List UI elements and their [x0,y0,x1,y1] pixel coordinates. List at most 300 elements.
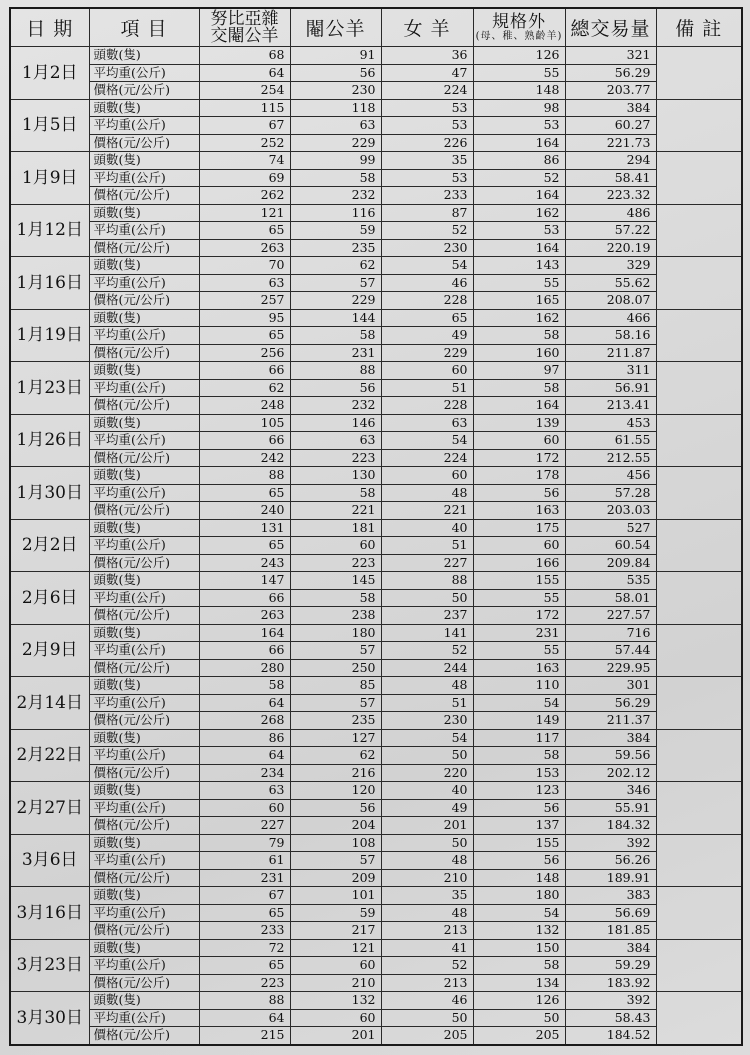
cell-female: 237 [381,607,473,625]
header-nubian-line2: 交閹公羊 [210,25,279,46]
row-label-avg-weight: 平均重(公斤) [89,852,199,870]
cell-total: 211.37 [565,712,656,730]
cell-nubian-cross: 252 [199,134,290,152]
cell-castrated-ram: 57 [290,274,381,292]
remark-cell [656,782,742,835]
cell-total: 181.85 [565,922,656,940]
cell-total: 60.27 [565,117,656,135]
cell-female: 60 [381,467,473,485]
cell-castrated-ram: 63 [290,432,381,450]
cell-total: 56.69 [565,904,656,922]
cell-castrated-ram: 223 [290,449,381,467]
cell-nubian-cross: 215 [199,1027,290,1045]
cell-castrated-ram: 230 [290,82,381,100]
cell-nubian-cross: 280 [199,659,290,677]
cell-female: 221 [381,502,473,520]
row-label-head-count: 頭數(隻) [89,99,199,117]
cell-off-spec: 162 [473,309,565,327]
row-label-avg-weight: 平均重(公斤) [89,1009,199,1027]
header-item: 項 目 [89,8,199,47]
cell-nubian-cross: 263 [199,607,290,625]
row-label-avg-weight: 平均重(公斤) [89,694,199,712]
cell-off-spec: 58 [473,327,565,345]
cell-total: 56.26 [565,852,656,870]
cell-nubian-cross: 66 [199,432,290,450]
cell-off-spec: 58 [473,957,565,975]
header-off-spec-main: 規格外 [492,11,546,32]
cell-female: 63 [381,414,473,432]
row-label-price: 價格(元/公斤) [89,344,199,362]
date-cell: 2月9日 [10,624,89,677]
cell-castrated-ram: 216 [290,764,381,782]
cell-castrated-ram: 99 [290,152,381,170]
goat-auction-table [9,7,743,1046]
cell-total: 392 [565,992,656,1010]
row-label-price: 價格(元/公斤) [89,502,199,520]
table-row [10,309,742,327]
table-row [10,554,742,572]
cell-off-spec: 163 [473,659,565,677]
row-label-price: 價格(元/公斤) [89,869,199,887]
cell-total: 203.77 [565,82,656,100]
cell-castrated-ram: 181 [290,519,381,537]
cell-total: 223.32 [565,187,656,205]
cell-off-spec: 160 [473,344,565,362]
table-row [10,379,742,397]
cell-female: 53 [381,169,473,187]
date-cell: 2月6日 [10,572,89,625]
cell-off-spec: 164 [473,187,565,205]
cell-female: 230 [381,239,473,257]
cell-nubian-cross: 240 [199,502,290,520]
cell-castrated-ram: 62 [290,257,381,275]
table-row [10,904,742,922]
cell-female: 52 [381,957,473,975]
cell-total: 61.55 [565,432,656,450]
table-row [10,449,742,467]
cell-off-spec: 205 [473,1027,565,1045]
row-label-avg-weight: 平均重(公斤) [89,222,199,240]
row-label-price: 價格(元/公斤) [89,82,199,100]
cell-total: 57.28 [565,484,656,502]
table-row [10,992,742,1010]
row-label-avg-weight: 平均重(公斤) [89,484,199,502]
row-label-avg-weight: 平均重(公斤) [89,432,199,450]
cell-female: 224 [381,449,473,467]
cell-total: 211.87 [565,344,656,362]
cell-castrated-ram: 58 [290,169,381,187]
cell-female: 51 [381,379,473,397]
cell-castrated-ram: 232 [290,397,381,415]
table-row [10,519,742,537]
cell-female: 205 [381,1027,473,1045]
cell-female: 227 [381,554,473,572]
cell-total: 384 [565,729,656,747]
cell-nubian-cross: 67 [199,887,290,905]
cell-castrated-ram: 232 [290,187,381,205]
table-row [10,572,742,590]
date-cell: 3月23日 [10,939,89,992]
table-row [10,677,742,695]
cell-off-spec: 56 [473,799,565,817]
cell-off-spec: 54 [473,694,565,712]
remark-cell [656,362,742,415]
cell-nubian-cross: 65 [199,904,290,922]
row-label-head-count: 頭數(隻) [89,834,199,852]
cell-off-spec: 58 [473,747,565,765]
table-row [10,747,742,765]
table-row [10,239,742,257]
table-row [10,99,742,117]
cell-nubian-cross: 86 [199,729,290,747]
table-row [10,169,742,187]
cell-off-spec: 166 [473,554,565,572]
cell-off-spec: 53 [473,117,565,135]
cell-nubian-cross: 70 [199,257,290,275]
cell-nubian-cross: 65 [199,484,290,502]
cell-off-spec: 132 [473,922,565,940]
cell-off-spec: 153 [473,764,565,782]
remark-cell [656,677,742,730]
cell-nubian-cross: 242 [199,449,290,467]
table-row [10,869,742,887]
cell-nubian-cross: 268 [199,712,290,730]
table-row [10,257,742,275]
cell-off-spec: 149 [473,712,565,730]
cell-female: 53 [381,99,473,117]
row-label-avg-weight: 平均重(公斤) [89,169,199,187]
table-body [10,47,742,1045]
row-label-price: 價格(元/公斤) [89,1027,199,1045]
row-label-price: 價格(元/公斤) [89,607,199,625]
cell-female: 50 [381,747,473,765]
cell-total: 392 [565,834,656,852]
row-label-price: 價格(元/公斤) [89,712,199,730]
remark-cell [656,414,742,467]
remark-cell [656,624,742,677]
remark-cell [656,204,742,257]
table-row [10,589,742,607]
cell-total: 57.44 [565,642,656,660]
date-cell: 2月2日 [10,519,89,572]
cell-female: 47 [381,64,473,82]
cell-female: 54 [381,257,473,275]
cell-female: 40 [381,519,473,537]
table-row [10,922,742,940]
cell-nubian-cross: 65 [199,327,290,345]
row-label-price: 價格(元/公斤) [89,134,199,152]
cell-nubian-cross: 88 [199,467,290,485]
table-row [10,344,742,362]
cell-off-spec: 97 [473,362,565,380]
cell-nubian-cross: 60 [199,799,290,817]
cell-female: 41 [381,939,473,957]
cell-castrated-ram: 62 [290,747,381,765]
date-cell: 1月12日 [10,204,89,257]
table-row [10,1009,742,1027]
cell-nubian-cross: 64 [199,747,290,765]
row-label-avg-weight: 平均重(公斤) [89,274,199,292]
cell-female: 48 [381,852,473,870]
cell-total: 213.41 [565,397,656,415]
row-label-head-count: 頭數(隻) [89,572,199,590]
cell-castrated-ram: 145 [290,572,381,590]
cell-off-spec: 55 [473,274,565,292]
cell-total: 456 [565,467,656,485]
cell-total: 453 [565,414,656,432]
cell-castrated-ram: 209 [290,869,381,887]
cell-female: 233 [381,187,473,205]
row-label-avg-weight: 平均重(公斤) [89,379,199,397]
cell-total: 486 [565,204,656,222]
row-label-price: 價格(元/公斤) [89,449,199,467]
cell-female: 51 [381,537,473,555]
cell-female: 49 [381,799,473,817]
cell-off-spec: 55 [473,64,565,82]
cell-nubian-cross: 63 [199,274,290,292]
cell-total: 212.55 [565,449,656,467]
cell-off-spec: 126 [473,47,565,65]
cell-total: 56.29 [565,694,656,712]
table-row [10,362,742,380]
cell-castrated-ram: 201 [290,1027,381,1045]
cell-castrated-ram: 130 [290,467,381,485]
cell-female: 88 [381,572,473,590]
cell-female: 141 [381,624,473,642]
row-label-avg-weight: 平均重(公斤) [89,64,199,82]
cell-female: 224 [381,82,473,100]
cell-off-spec: 137 [473,817,565,835]
cell-castrated-ram: 60 [290,537,381,555]
cell-castrated-ram: 60 [290,957,381,975]
cell-off-spec: 86 [473,152,565,170]
row-label-price: 價格(元/公斤) [89,397,199,415]
table-row [10,782,742,800]
row-label-head-count: 頭數(隻) [89,887,199,905]
cell-total: 184.52 [565,1027,656,1045]
cell-off-spec: 164 [473,397,565,415]
cell-castrated-ram: 59 [290,222,381,240]
cell-female: 35 [381,152,473,170]
cell-female: 60 [381,362,473,380]
cell-off-spec: 164 [473,134,565,152]
cell-castrated-ram: 180 [290,624,381,642]
cell-total: 183.92 [565,974,656,992]
row-label-avg-weight: 平均重(公斤) [89,537,199,555]
cell-off-spec: 231 [473,624,565,642]
cell-total: 384 [565,939,656,957]
remark-cell [656,939,742,992]
cell-castrated-ram: 91 [290,47,381,65]
cell-off-spec: 162 [473,204,565,222]
cell-female: 50 [381,589,473,607]
header-nubian-line1: 努比亞雜 [210,8,279,29]
cell-total: 209.84 [565,554,656,572]
cell-female: 46 [381,992,473,1010]
cell-off-spec: 117 [473,729,565,747]
cell-female: 213 [381,974,473,992]
remark-cell [656,992,742,1045]
header-off-spec-sub: (母、稚、熟齡羊) [475,30,563,42]
cell-castrated-ram: 101 [290,887,381,905]
date-cell: 3月16日 [10,887,89,940]
cell-total: 184.32 [565,817,656,835]
row-label-avg-weight: 平均重(公斤) [89,589,199,607]
cell-female: 54 [381,432,473,450]
cell-total: 58.01 [565,589,656,607]
cell-nubian-cross: 63 [199,782,290,800]
table-row [10,642,742,660]
cell-total: 311 [565,362,656,380]
cell-nubian-cross: 67 [199,117,290,135]
cell-total: 535 [565,572,656,590]
cell-nubian-cross: 65 [199,957,290,975]
date-cell: 2月22日 [10,729,89,782]
cell-off-spec: 60 [473,432,565,450]
cell-castrated-ram: 63 [290,117,381,135]
table-row [10,764,742,782]
cell-off-spec: 55 [473,589,565,607]
cell-total: 329 [565,257,656,275]
row-label-price: 價格(元/公斤) [89,764,199,782]
cell-off-spec: 98 [473,99,565,117]
cell-off-spec: 53 [473,222,565,240]
table-row [10,712,742,730]
cell-off-spec: 143 [473,257,565,275]
cell-castrated-ram: 56 [290,799,381,817]
cell-nubian-cross: 74 [199,152,290,170]
date-cell: 1月23日 [10,362,89,415]
cell-female: 244 [381,659,473,677]
cell-nubian-cross: 257 [199,292,290,310]
remark-cell [656,309,742,362]
cell-female: 52 [381,222,473,240]
date-cell: 2月27日 [10,782,89,835]
remark-cell [656,47,742,100]
table-row [10,432,742,450]
row-label-price: 價格(元/公斤) [89,659,199,677]
cell-off-spec: 58 [473,379,565,397]
cell-total: 716 [565,624,656,642]
cell-nubian-cross: 147 [199,572,290,590]
cell-castrated-ram: 56 [290,64,381,82]
table-row [10,817,742,835]
cell-nubian-cross: 95 [199,309,290,327]
cell-total: 56.91 [565,379,656,397]
row-label-avg-weight: 平均重(公斤) [89,957,199,975]
cell-castrated-ram: 238 [290,607,381,625]
table-row [10,729,742,747]
table-row [10,974,742,992]
cell-nubian-cross: 65 [199,537,290,555]
cell-total: 56.29 [565,64,656,82]
row-label-avg-weight: 平均重(公斤) [89,747,199,765]
cell-female: 52 [381,642,473,660]
cell-nubian-cross: 88 [199,992,290,1010]
cell-castrated-ram: 231 [290,344,381,362]
cell-female: 35 [381,887,473,905]
cell-female: 220 [381,764,473,782]
cell-castrated-ram: 121 [290,939,381,957]
cell-total: 229.95 [565,659,656,677]
cell-total: 384 [565,99,656,117]
date-cell: 1月16日 [10,257,89,310]
cell-nubian-cross: 64 [199,694,290,712]
cell-castrated-ram: 235 [290,239,381,257]
table-row [10,502,742,520]
cell-castrated-ram: 59 [290,904,381,922]
cell-nubian-cross: 234 [199,764,290,782]
row-label-avg-weight: 平均重(公斤) [89,799,199,817]
cell-off-spec: 148 [473,82,565,100]
cell-total: 55.62 [565,274,656,292]
table-row [10,852,742,870]
cell-nubian-cross: 231 [199,869,290,887]
cell-total: 59.29 [565,957,656,975]
row-label-price: 價格(元/公斤) [89,187,199,205]
table-row [10,624,742,642]
table-row [10,204,742,222]
cell-nubian-cross: 68 [199,47,290,65]
date-cell: 3月30日 [10,992,89,1045]
table-row [10,467,742,485]
cell-female: 36 [381,47,473,65]
cell-female: 51 [381,694,473,712]
row-label-head-count: 頭數(隻) [89,204,199,222]
cell-nubian-cross: 263 [199,239,290,257]
table-row [10,799,742,817]
cell-female: 87 [381,204,473,222]
cell-castrated-ram: 120 [290,782,381,800]
cell-total: 227.57 [565,607,656,625]
cell-total: 208.07 [565,292,656,310]
row-label-head-count: 頭數(隻) [89,414,199,432]
row-label-head-count: 頭數(隻) [89,992,199,1010]
date-cell: 2月14日 [10,677,89,730]
date-cell: 1月2日 [10,47,89,100]
row-label-head-count: 頭數(隻) [89,309,199,327]
table-row [10,887,742,905]
cell-female: 48 [381,484,473,502]
cell-total: 346 [565,782,656,800]
cell-female: 46 [381,274,473,292]
date-cell: 1月9日 [10,152,89,205]
cell-castrated-ram: 132 [290,992,381,1010]
table-row [10,117,742,135]
cell-nubian-cross: 62 [199,379,290,397]
cell-total: 58.41 [565,169,656,187]
cell-total: 59.56 [565,747,656,765]
cell-nubian-cross: 262 [199,187,290,205]
remark-cell [656,257,742,310]
cell-off-spec: 134 [473,974,565,992]
cell-off-spec: 148 [473,869,565,887]
row-label-head-count: 頭數(隻) [89,677,199,695]
table-row [10,694,742,712]
date-cell: 1月19日 [10,309,89,362]
cell-nubian-cross: 227 [199,817,290,835]
cell-total: 321 [565,47,656,65]
table-row [10,187,742,205]
row-label-price: 價格(元/公斤) [89,239,199,257]
cell-total: 383 [565,887,656,905]
cell-female: 210 [381,869,473,887]
cell-castrated-ram: 235 [290,712,381,730]
table-row [10,957,742,975]
goat-auction-table-sheet [9,7,741,1048]
cell-castrated-ram: 60 [290,1009,381,1027]
row-label-head-count: 頭數(隻) [89,257,199,275]
